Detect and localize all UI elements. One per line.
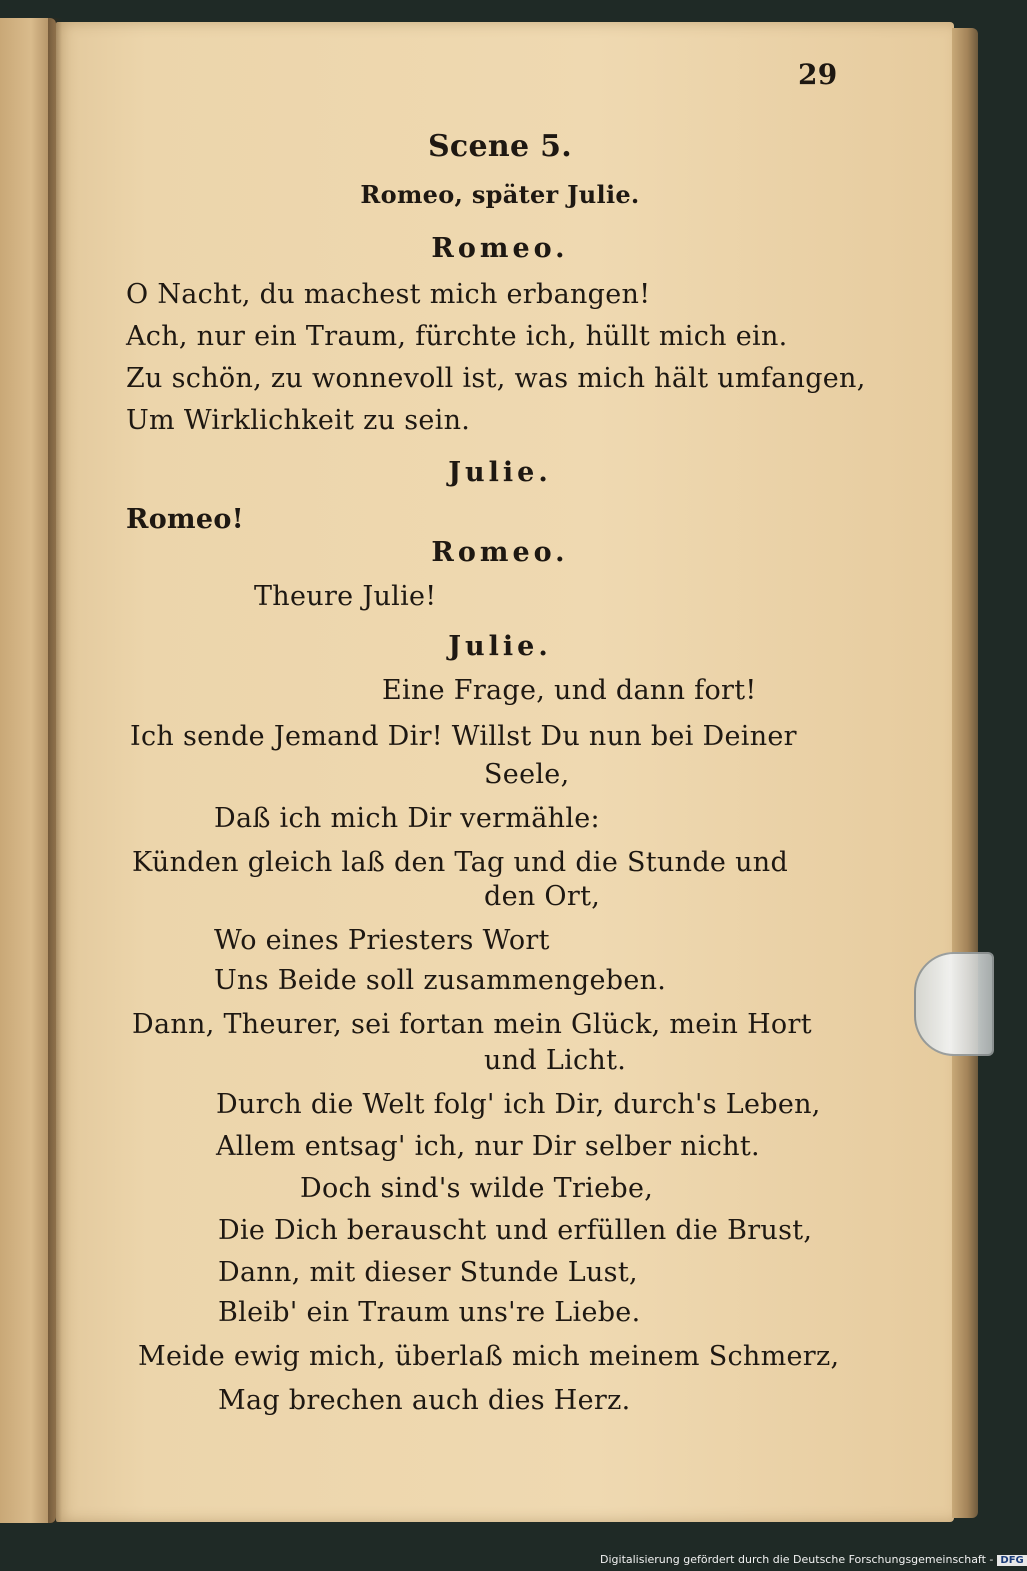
verse-line: Uns Beide soll zusammengeben. <box>214 965 667 996</box>
verse-line: und Licht. <box>484 1045 627 1076</box>
verse-line: den Ort, <box>484 881 601 912</box>
verse-line: Künden gleich laß den Tag und die Stunde und <box>132 847 789 878</box>
verse-line: Daß ich mich Dir vermähle: <box>214 803 600 834</box>
verse-line: Bleib' ein Traum uns're Liebe. <box>218 1297 641 1328</box>
scene-subtitle: Romeo, später Julie. <box>360 180 640 209</box>
verse-line: O Nacht, du machest mich erbangen! <box>126 279 651 310</box>
verse-line: Romeo! <box>126 504 244 535</box>
speaker-romeo: Romeo. <box>431 537 569 568</box>
verse-line: Um Wirklichkeit zu sein. <box>126 405 471 436</box>
footer-text: Digitalisierung gefördert durch die Deutsche Forschungsgemeinschaft - <box>600 1553 994 1566</box>
verse-line: Mag brechen auch dies Herz. <box>218 1385 631 1416</box>
speaker-romeo: Romeo. <box>431 233 569 264</box>
verse-line: Meide ewig mich, überlaß mich meinem Schmerz, <box>138 1341 840 1372</box>
verse-line: Dann, mit dieser Stunde Lust, <box>218 1257 638 1288</box>
dfg-logo: DFG <box>997 1555 1026 1566</box>
verse-line: Doch sind's wilde Triebe, <box>300 1173 654 1204</box>
scene-title: Scene 5. <box>427 129 573 164</box>
verse-line: Ach, nur ein Traum, fürchte ich, hüllt mich ein. <box>126 321 788 352</box>
verse-line: Durch die Welt folg' ich Dir, durch's Leben, <box>216 1089 821 1120</box>
verse-line: Zu schön, zu wonnevoll ist, was mich hält umfangen, <box>126 363 866 394</box>
page-number: 29 <box>798 58 838 91</box>
verse-line: Eine Frage, und dann fort! <box>382 675 757 706</box>
verse-line: Theure Julie! <box>254 581 437 612</box>
speaker-julie: Julie. <box>448 631 552 662</box>
verse-line: Seele, <box>484 759 570 790</box>
verse-line: Allem entsag' ich, nur Dir selber nicht. <box>216 1131 760 1162</box>
verse-line: Wo eines Priesters Wort <box>214 925 550 956</box>
digitization-footer <box>600 1553 1024 1566</box>
verse-line: Ich sende Jemand Dir! Willst Du nun bei Deiner <box>130 721 797 752</box>
verse-line: Die Dich berauscht und erfüllen die Brust, <box>218 1215 813 1246</box>
speaker-julie: Julie. <box>448 457 552 488</box>
verse-line: Dann, Theurer, sei fortan mein Glück, mein Hort <box>132 1009 812 1040</box>
